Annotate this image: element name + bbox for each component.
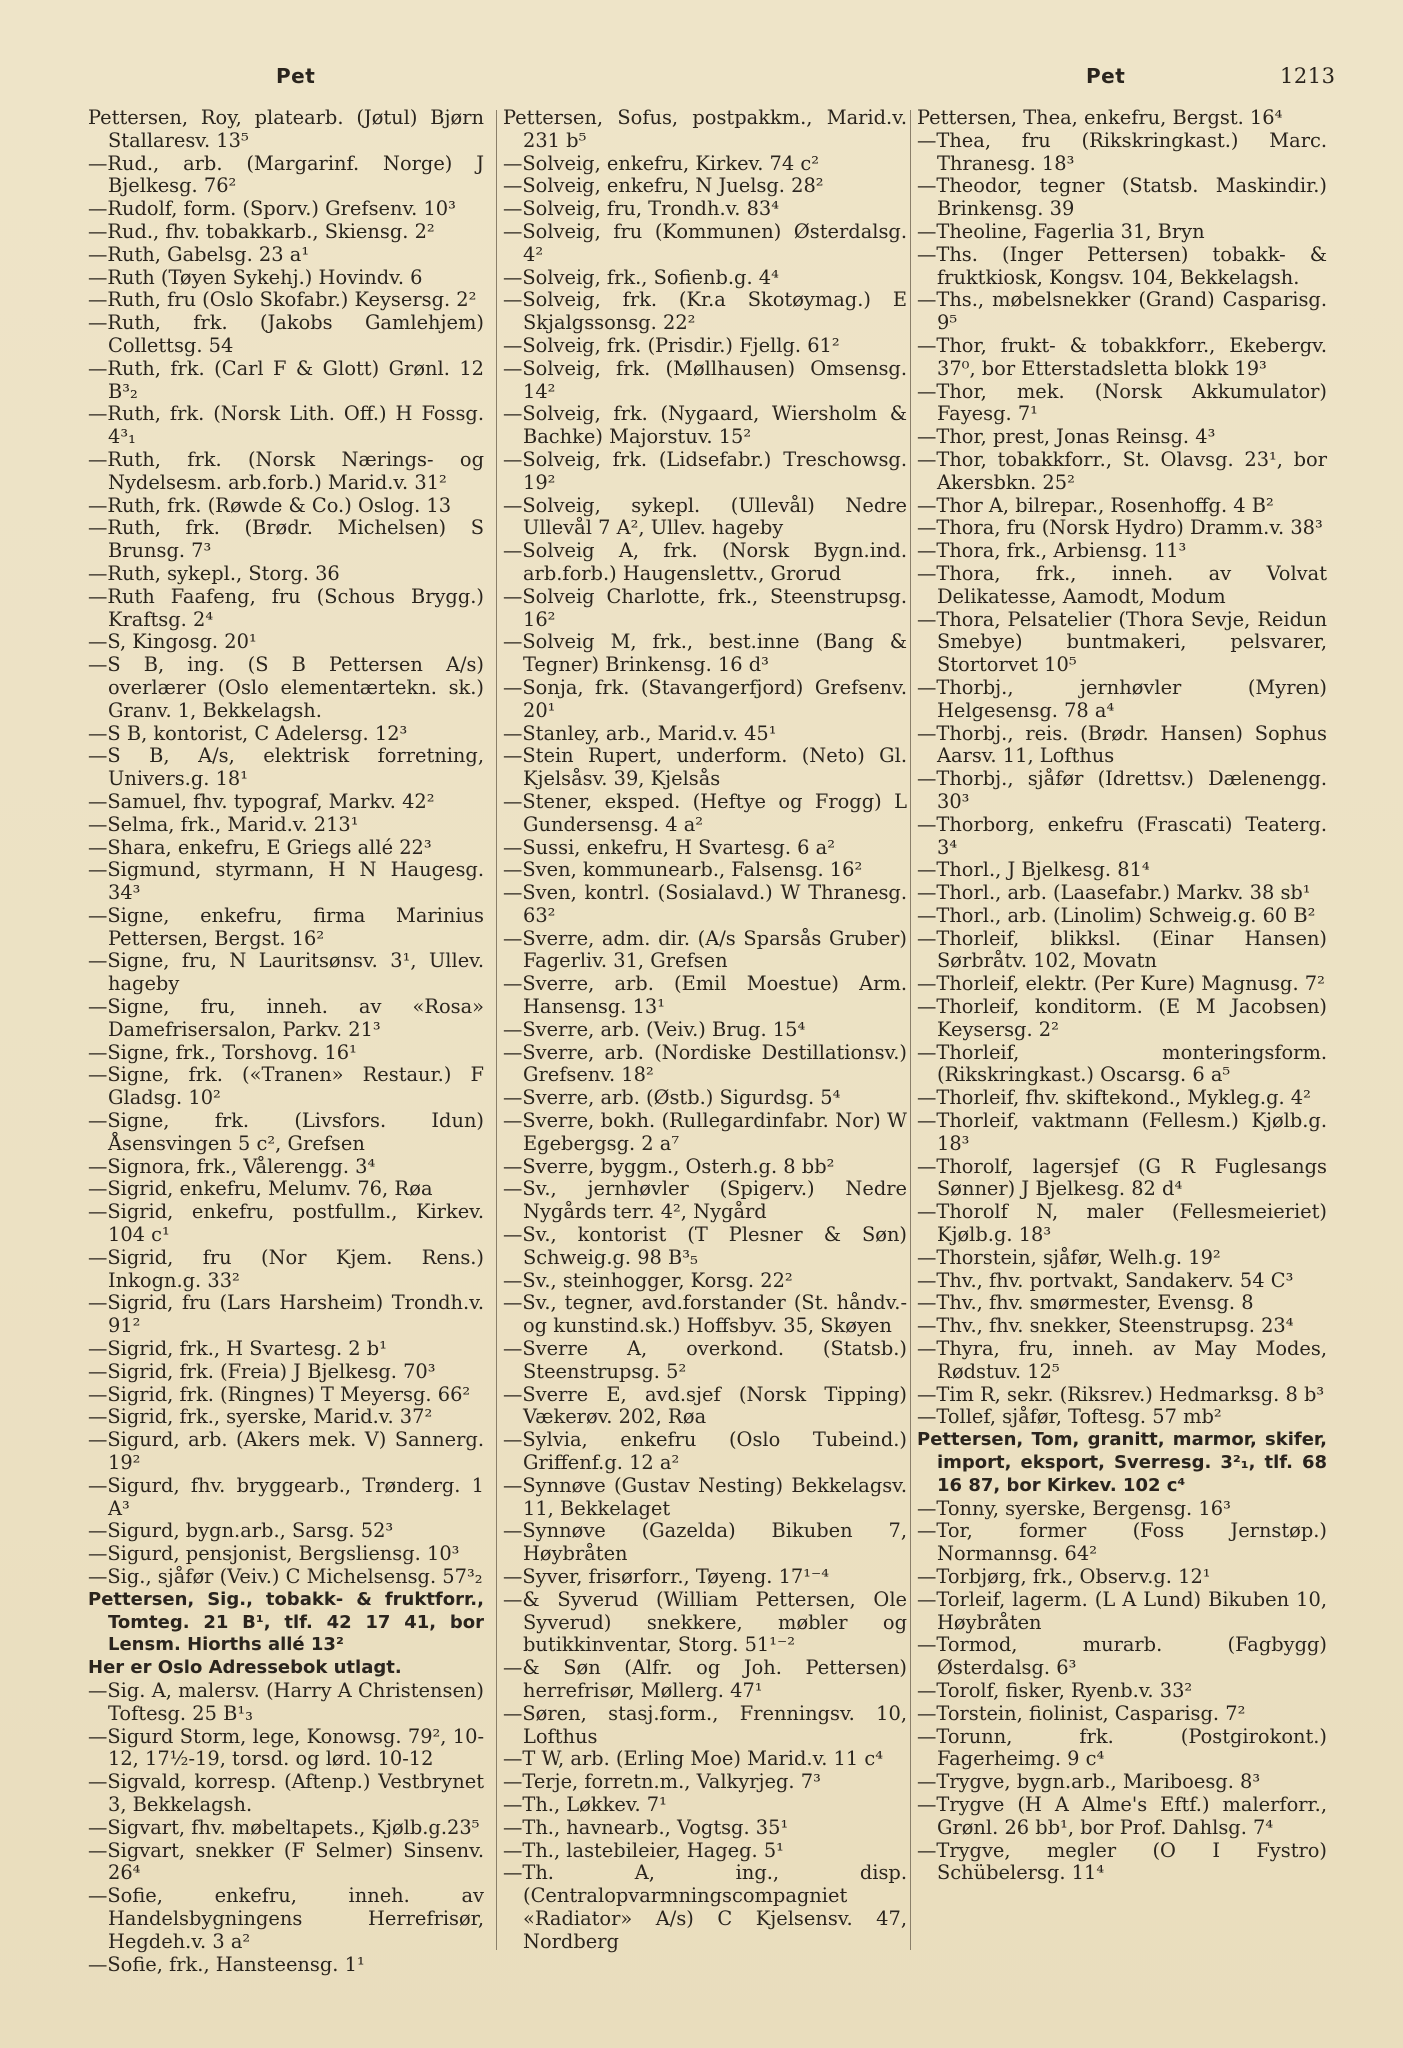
directory-entry: —Signe, frk. («Tranen» Restaur.) F Gladsg. 10² (88, 1063, 484, 1110)
directory-entry: —Torunn, frk. (Postgirokont.) Fagerheimg. 9 c⁴ (917, 1724, 1327, 1771)
directory-entry: —Signe, frk., Torshovg. 16¹ (88, 1040, 357, 1064)
directory-entry: —Synnøve (Gazelda) Bikuben 7, Høybråten (503, 1519, 907, 1566)
directory-entry: —Thor, tobakkforr., St. Olavsg. 23¹, bor Akersbkn. 25² (917, 447, 1327, 494)
directory-entry: —Sigrid, fru (Lars Harsheim) Trondh.v. 91² (88, 1291, 484, 1338)
directory-entry: —Syver, frisørforr., Tøyeng. 17¹⁻⁴ (503, 1565, 830, 1588)
directory-entry: —& Syverud (William Pettersen, Ole Syverud) snekkere, møbler og butikkinventar, Storg. 51¹⁻² (503, 1587, 907, 1657)
directory-entry: —Th., havnearb., Vogtsg. 35¹ (503, 1815, 789, 1839)
directory-entry: —S B, ing. (S B Pettersen A/s) overlærer (Oslo elementærtekn. sk.) Granv. 1, Bekkelagsh. (88, 653, 484, 722)
directory-entry: —& Søn (Alfr. og Joh. Pettersen) herrefrisør, Møllerg. 47¹ (503, 1656, 907, 1702)
directory-entry: —Thorl., J Bjelkesg. 81⁴ (917, 858, 1150, 882)
directory-entry: —Sverre E, avd.sjef (Norsk Tipping) Vækerøv. 202, Røa (503, 1382, 907, 1429)
directory-entry: —Sv., tegner, avd.forstander (St. håndv.- og kunstind.sk.) Hoffsbyv. 35, Skøyen (503, 1291, 907, 1338)
directory-entry: —Solveig, frk. (Nygaard, Wiersholm & Bachke) Majorstuv. 15² (503, 402, 907, 449)
directory-column-2 (503, 107, 907, 1954)
directory-entry: —Tonny, syerske, Bergensg. 16³ (917, 1496, 1231, 1520)
directory-entry: —Sigrid, frk. (Ringnes) T Meyersg. 66² (88, 1382, 471, 1406)
directory-entry: —Ruth Faafeng, fru (Schous Brygg.) Kraftsg. 2⁴ (88, 584, 484, 631)
directory-entry: —Ruth, frk. (Norsk Nærings- og Nydelsesm. arb.forb.) Marid.v. 31² (88, 447, 484, 494)
directory-entry: —Thorleif, monteringsform. (Rikskringkast.) Oscarsg. 6 a⁵ (917, 1040, 1327, 1087)
directory-entry: —Thorbj., jernhøvler (Myren) Helgesensg. 78 a⁴ (917, 675, 1327, 722)
directory-entry: Her er Oslo Adressebok utlagt. (88, 1657, 402, 1679)
directory-entry: —Ruth, fru (Oslo Skofabr.) Keysersg. 2² (88, 288, 477, 312)
directory-entry: —Sigurd, fhv. bryggearb., Trønderg. 1 A³ (88, 1473, 484, 1520)
directory-entry: —Synnøve (Gustav Nesting) Bekkelagsv. 11, Bekkelaget (503, 1473, 907, 1520)
directory-entry: —Theoline, Fagerlia 31, Bryn (917, 219, 1205, 243)
directory-entry: —Sven, kontrl. (Sosialavd.) W Thranesg. 63² (503, 881, 907, 927)
directory-entry: —Sverre, byggm., Osterh.g. 8 bb² (503, 1154, 835, 1178)
directory-entry: —Sig. A, malersv. (Harry A Christensen) Toftesg. 25 B¹₃ (88, 1678, 484, 1725)
directory-entry: —Tormod, murarb. (Fagbygg) Østerdalsg. 6³ (917, 1633, 1327, 1680)
directory-entry: —Sverre, arb. (Nordiske Destillationsv.) Grefsenv. 18² (503, 1040, 907, 1087)
directory-entry: —Solveig, sykepl. (Ullevål) Nedre Ullevål 7 A², Ullev. hageby (503, 493, 907, 540)
directory-entry: —Sigvart, fhv. møbeltapets., Kjølb.g.23⁵ (88, 1815, 480, 1839)
directory-entry: —Thor, frukt- & tobakkforr., Ekebergv. 37⁰, bor Etterstadsletta blokk 19³ (917, 333, 1327, 380)
directory-entry: —Signe, fru, N Lauritsønsv. 3¹, Ullev. hageby (88, 949, 484, 996)
directory-entry: —Sylvia, enkefru (Oslo Tubeind.) Griffenf.g. 12 a² (503, 1428, 907, 1475)
directory-entry: —Sigurd, pensjonist, Bergsliensg. 10³ (88, 1542, 460, 1566)
directory-entry: —S B, kontorist, C Adelersg. 12³ (88, 721, 408, 745)
directory-entry: —Trygve, bygn.arb., Mariboesg. 8³ (917, 1770, 1261, 1794)
directory-entry: —Sverre, arb. (Emil Moestue) Arm. Hansensg. 13¹ (503, 972, 907, 1019)
directory-entry: —Thor, mek. (Norsk Akkumulator) Fayesg. 7¹ (917, 379, 1327, 426)
directory-entry: —Solveig, frk. (Prisdir.) Fjellg. 61² (503, 333, 840, 357)
directory-entry: —Solveig, fru, Trondh.v. 83⁴ (503, 197, 780, 221)
directory-entry: —Solveig, frk., Sofienb.g. 4⁴ (503, 265, 779, 289)
directory-entry: —Torbjørg, frk., Observ.g. 12¹ (917, 1565, 1211, 1588)
directory-entry: —Sven, kommunearb., Falsensg. 16² (503, 858, 863, 882)
directory-entry: —Shara, enkefru, E Griegs allé 22³ (88, 835, 432, 859)
directory-entry: —Tollef, sjåfør, Toftesg. 57 mb² (917, 1405, 1222, 1429)
directory-entry: —Ruth, sykepl., Storg. 36 (88, 561, 340, 585)
directory-entry: —Ruth, frk. (Brødr. Michelsen) S Brunsg. 7³ (88, 516, 484, 563)
directory-entry: —Torstein, fiolinist, Casparisg. 7² (917, 1701, 1246, 1725)
directory-entry: —Solveig A, frk. (Norsk Bygn.ind. arb.forb.) Haugenslettv., Grorud (503, 539, 907, 585)
column-divider (496, 110, 497, 1950)
directory-entry: —Ruth, frk. (Norsk Lith. Off.) H Fossg. 4³₁ (88, 402, 484, 449)
directory-entry: —Thyra, fru, inneh. av May Modes, Rødstuv. 12⁵ (917, 1337, 1327, 1383)
directory-entry: —Sigvart, snekker (F Selmer) Sinsenv. 26⁴ (88, 1838, 484, 1885)
directory-entry: —Thorleif, konditorm. (E M Jacobsen) Keysersg. 2² (917, 995, 1327, 1041)
directory-entry: —Torolf, fisker, Ryenb.v. 33² (917, 1678, 1193, 1702)
directory-entry: —Sigvald, korresp. (Aftenp.) Vestbrynet 3, Bekkelagsh. (88, 1770, 484, 1816)
directory-entry: —Stanley, arb., Marid.v. 45¹ (503, 721, 777, 745)
directory-entry: —Tim R, sekr. (Riksrev.) Hedmarksg. 8 b³ (917, 1382, 1325, 1406)
directory-entry: —Thorl., arb. (Laasefabr.) Markv. 38 sb¹ (917, 881, 1311, 905)
directory-entry: —Sussi, enkefru, H Svartesg. 6 a² (503, 835, 835, 859)
directory-entry: —S B, A/s, elektrisk forretning, Univers.g. 18¹ (88, 744, 484, 791)
directory-entry: —Thorleif, elektr. (Per Kure) Magnusg. 7² (917, 972, 1325, 996)
directory-entry: —Sigrid, frk., H Svartesg. 2 b¹ (88, 1337, 387, 1361)
directory-entry: —Sv., jernhøvler (Spigerv.) Nedre Nygårds terr. 4², Nygård (503, 1177, 907, 1224)
directory-entry: —Sverre, arb. (Veiv.) Brug. 15⁴ (503, 1017, 806, 1041)
directory-entry: —Thora, Pelsatelier (Thora Sevje, Reidun Smebye) buntmakeri, pelsvarer, Stortorvet 10⁵ (917, 607, 1327, 677)
directory-entry: —Ruth, Gabelsg. 23 a¹ (88, 242, 310, 266)
directory-column-3 (917, 107, 1327, 1885)
directory-entry: —T W, arb. (Erling Moe) Marid.v. 11 c⁴ (503, 1747, 884, 1771)
directory-entry: —Stener, eksped. (Heftye og Frogg) L Gundersensg. 4 a² (503, 789, 907, 836)
directory-entry: —Thora, frk., Arbiensg. 11³ (917, 539, 1187, 563)
directory-entry: —Th. A, ing., disp. (Centralopvarmningscompagniet «Radiator» A/s) C Kjelsensv. 47, Nordberg (503, 1861, 907, 1953)
directory-entry: —Sigrid, frk., syerske, Marid.v. 37² (88, 1405, 433, 1429)
directory-entry: Pettersen, Tom, granitt, marmor, skifer, import, eksport, Sverresg. 3²₁, tlf. 68 16 87, bor Kirkev. 102 c⁴ (917, 1429, 1327, 1496)
directory-entry: —Thv., fhv. portvakt, Sandakerv. 54 C³ (917, 1268, 1294, 1292)
directory-entry: —Rud., fhv. tobakkarb., Skiensg. 2² (88, 219, 435, 243)
directory-entry: —Sigrid, fru (Nor Kjem. Rens.) Inkogn.g. 33² (88, 1245, 484, 1292)
directory-entry: —Sigmund, styrmann, H N Haugesg. 34³ (88, 858, 484, 905)
page-header-right: Pet (1086, 64, 1126, 88)
directory-entry: —Sonja, frk. (Stavangerfjord) Grefsenv. 20¹ (503, 675, 907, 722)
directory-entry: —Selma, frk., Marid.v. 213¹ (88, 812, 359, 836)
directory-entry: —Solveig, frk. (Kr.a Skotøymag.) E Skjalgssonsg. 22² (503, 288, 907, 335)
directory-entry: —Solveig, frk. (Møllhausen) Omsensg. 14² (503, 356, 907, 403)
directory-entry: —Thorl., arb. (Linolim) Schweig.g. 60 B² (917, 903, 1316, 927)
directory-entry: —Trygve, megler (O I Fystro) Schübelersg. 11⁴ (917, 1838, 1327, 1885)
directory-entry: —Rudolf, form. (Sporv.) Grefsenv. 10³ (88, 197, 456, 221)
directory-entry: —Trygve (H A Alme's Eftf.) malerforr., Grønl. 26 bb¹, bor Prof. Dahlsg. 7⁴ (917, 1792, 1327, 1839)
directory-entry: —Thorbj., reis. (Brødr. Hansen) Sophus Aarsv. 11, Lofthus (917, 721, 1327, 768)
directory-entry: —Terje, forretn.m., Valkyrjeg. 7³ (503, 1770, 821, 1794)
directory-column-1 (88, 107, 484, 1976)
directory-entry: —Signe, frk. (Livsfors. Idun) Åsensvingen 5 c², Grefsen (88, 1109, 484, 1155)
directory-entry: —Sigrid, enkefru, postfullm., Kirkev. 104 c¹ (88, 1200, 484, 1247)
directory-entry: —Thor A, bilrepar., Rosenhoffg. 4 B² (917, 493, 1274, 517)
directory-entry: —Thorstein, sjåfør, Welh.g. 19² (917, 1245, 1221, 1269)
directory-entry: —Thora, fru (Norsk Hydro) Dramm.v. 38³ (917, 516, 1323, 540)
directory-entry: —Solveig M, frk., best.inne (Bang & Tegner) Brinkensg. 16 d³ (503, 630, 907, 677)
directory-entry: —Solveig, fru (Kommunen) Østerdalsg. 4² (503, 219, 907, 266)
directory-entry: —Sofie, frk., Hansteensg. 1¹ (88, 1952, 365, 1976)
directory-entry: —Sverre A, overkond. (Statsb.) Steenstrupsg. 5² (503, 1337, 907, 1383)
directory-entry: —Ths. (Inger Pettersen) tobakk- & fruktkiosk, Kongsv. 104, Bekkelagsh. (917, 242, 1327, 289)
directory-entry: —Thorbj., sjåfør (Idrettsv.) Dælenengg. 30³ (917, 767, 1327, 813)
directory-entry: —Th., lastebileier, Hageg. 5¹ (503, 1838, 784, 1862)
directory-entry: Pettersen, Sofus, postpakkm., Marid.v. 231 b⁵ (503, 106, 907, 152)
directory-entry: —Theodor, tegner (Statsb. Maskindir.) Brinkensg. 39 (917, 174, 1327, 221)
directory-entry: —Thorleif, vaktmann (Fellesm.) Kjølb.g. 18³ (917, 1109, 1327, 1155)
directory-entry: —Rud., arb. (Margarinf. Norge) J Bjelkesg. 76² (88, 151, 484, 198)
directory-entry: Pettersen, Roy, platearb. (Jøtul) Bjørn Stallaresv. 13⁵ (88, 106, 484, 152)
directory-entry: —Ruth, frk. (Jakobs Gamlehjem) Collettsg. 54 (88, 311, 484, 357)
directory-entry: —Solveig Charlotte, frk., Steenstrupsg. 16² (503, 584, 907, 631)
directory-entry: Pettersen, Thea, enkefru, Bergst. 16⁴ (917, 106, 1283, 129)
directory-entry: Pettersen, Sig., tobakk- & fruktforr., Tomteg. 21 B¹, tlf. 42 17 41, bor Lensm. Hiorths allé 13² (88, 1588, 484, 1656)
directory-entry: —Ruth (Tøyen Sykehj.) Hovindv. 6 (88, 265, 423, 289)
directory-entry: —Sigrid, frk. (Freia) J Bjelkesg. 70³ (88, 1359, 436, 1383)
directory-entry: —Solveig, enkefru, N Juelsg. 28² (503, 174, 824, 198)
directory-entry: —S, Kingosg. 20¹ (88, 630, 257, 654)
directory-entry: —Ths., møbelsnekker (Grand) Casparisg. 9⁵ (917, 288, 1327, 335)
directory-entry: —Stein Rupert, underform. (Neto) Gl. Kjelsåsv. 39, Kjelsås (503, 744, 907, 791)
directory-entry: —Sigurd, arb. (Akers mek. V) Sannerg. 19² (88, 1428, 484, 1475)
directory-entry: —Ruth, frk. (Carl F & Glott) Grønl. 12 B³₂ (88, 356, 484, 403)
directory-entry: —Thea, fru (Rikskringkast.) Marc. Thranesg. 18³ (917, 128, 1327, 175)
directory-entry: —Thorleif, fhv. skiftekond., Mykleg.g. 4² (917, 1086, 1311, 1110)
directory-entry: —Thv., fhv. snekker, Steenstrupsg. 23⁴ (917, 1314, 1294, 1338)
directory-entry: —Signe, enkefru, firma Marinius Pettersen, Bergst. 16² (88, 903, 484, 950)
directory-entry: —Sofie, enkefru, inneh. av Handelsbygningens Herrefrisør, Hegdeh.v. 3 a² (88, 1884, 484, 1953)
directory-entry: —Sigurd Storm, lege, Konowsg. 79², 10-12, 17½-19, torsd. og lørd. 10-12 (88, 1724, 484, 1771)
directory-entry: —Th., Løkkev. 7¹ (503, 1792, 667, 1816)
directory-entry: —Torleif, lagerm. (L A Lund) Bikuben 10, Høybråten (917, 1587, 1327, 1634)
directory-entry: —Thorolf N, maler (Fellesmeieriet) Kjølb.g. 18³ (917, 1200, 1327, 1247)
directory-entry: —Sverre, adm. dir. (A/s Sparsås Gruber) Fagerliv. 31, Grefsen (503, 926, 907, 973)
directory-entry: —Søren, stasj.form., Frenningsv. 10, Lofthus (503, 1701, 907, 1748)
directory-entry: —Thorolf, lagersjef (G R Fuglesangs Sønner) J Bjelkesg. 82 d⁴ (917, 1154, 1327, 1201)
page-header-left: Pet (276, 64, 316, 88)
page-number: 1213 (1280, 64, 1336, 88)
directory-entry: —Sigrid, enkefru, Melumv. 76, Røa (88, 1177, 433, 1201)
directory-entry: —Sverre, bokh. (Rullegardinfabr. Nor) W Egebergsg. 2 a⁷ (503, 1109, 907, 1155)
directory-entry: —Solveig, frk. (Lidsefabr.) Treschowsg. 19² (503, 447, 907, 494)
directory-entry: —Ruth, frk. (Røwde & Co.) Oslog. 13 (88, 493, 452, 517)
directory-entry: —Samuel, fhv. typograf, Markv. 42² (88, 789, 435, 813)
directory-entry: —Thora, frk., inneh. av Volvat Delikatesse, Aamodt, Modum (917, 561, 1327, 608)
column-divider (910, 110, 911, 1950)
directory-entry: —Sverre, arb. (Østb.) Sigurdsg. 5⁴ (503, 1086, 841, 1110)
directory-entry: —Signora, frk., Vålerengg. 3⁴ (88, 1154, 376, 1178)
directory-entry: —Thv., fhv. smørmester, Evensg. 8 (917, 1291, 1254, 1315)
directory-entry: —Sig., sjåfør (Veiv.) C Michelsensg. 57³₂ (88, 1565, 483, 1588)
directory-entry: —Solveig, enkefru, Kirkev. 74 c² (503, 151, 820, 175)
directory-entry: —Sv., steinhogger, Korsg. 22² (503, 1268, 793, 1292)
directory-entry: —Sigurd, bygn.arb., Sarsg. 52³ (88, 1519, 394, 1543)
directory-entry: —Thorborg, enkefru (Frascati) Teaterg. 3⁴ (917, 812, 1327, 859)
directory-entry: —Signe, fru, inneh. av «Rosa» Damefrisersalon, Parkv. 21³ (88, 995, 484, 1041)
directory-entry: —Tor, former (Foss Jernstøp.) Normannsg. 64² (917, 1519, 1327, 1566)
directory-entry: —Thorleif, blikksl. (Einar Hansen) Sørbråtv. 102, Movatn (917, 926, 1327, 973)
directory-entry: —Sv., kontorist (T Plesner & Søn) Schweig.g. 98 B³₅ (503, 1223, 907, 1269)
directory-entry: —Thor, prest, Jonas Reinsg. 4³ (917, 425, 1216, 449)
